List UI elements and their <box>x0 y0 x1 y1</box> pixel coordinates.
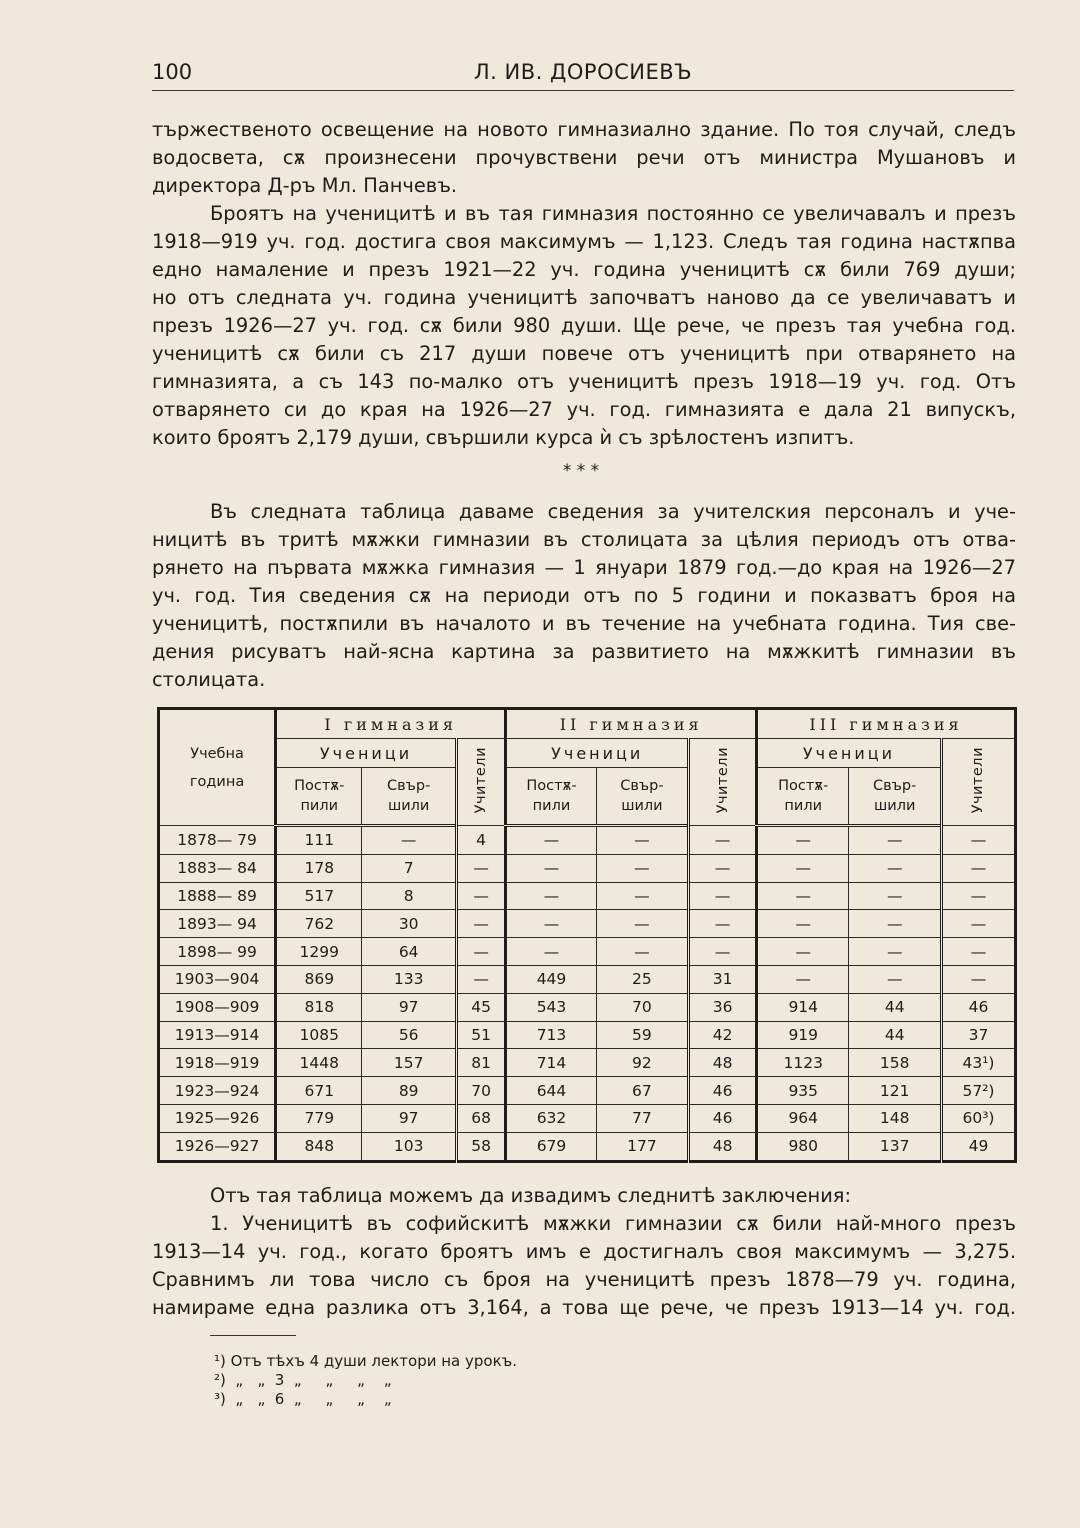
table-row <box>159 1104 1016 1132</box>
text-line: 1913—14 уч. год., когато броятъ имъ е достигналъ своя максимумъ — 3,275. <box>152 1240 1016 1263</box>
value-cell: — <box>849 910 941 938</box>
value-cell: 714 <box>506 1049 596 1077</box>
value-cell: 980 <box>757 1132 849 1161</box>
value-cell: 111 <box>276 826 362 855</box>
value-cell: — <box>941 938 1015 966</box>
table-row <box>159 826 1016 855</box>
table-row <box>159 993 1016 1021</box>
text-line: намираме една разлика отъ 3,164, а това ще рече, че презъ 1913—14 уч. год. <box>152 1296 1016 1319</box>
value-cell: — <box>941 854 1015 882</box>
value-cell: 4 <box>456 826 505 855</box>
value-cell: 177 <box>596 1132 688 1161</box>
table-row <box>159 1077 1016 1105</box>
paragraph-3 <box>152 498 1016 694</box>
value-cell: — <box>506 938 596 966</box>
text-line: дения рисуватъ най-ясна картина за развитието на мѫжкитѣ гимназии въ <box>152 640 1016 663</box>
text-line: водосвета, сѫ произнесени прочувствени речи отъ министра Мушановъ и <box>152 146 1016 169</box>
value-cell: 92 <box>596 1049 688 1077</box>
value-cell: 46 <box>941 993 1015 1021</box>
value-cell: — <box>757 910 849 938</box>
value-cell: 869 <box>276 965 362 993</box>
value-cell: — <box>689 938 757 966</box>
table-row <box>159 1021 1016 1049</box>
value-cell: 36 <box>689 993 757 1021</box>
value-cell: 60³) <box>941 1104 1015 1132</box>
text-line: но отъ следната уч. година ученицитѣ започватъ наново да се увеличаватъ и <box>152 286 1016 309</box>
value-cell: — <box>757 938 849 966</box>
gymnasium-statistics-table <box>157 707 1017 1163</box>
text-line: които броятъ 2,179 души, свършили курса ѝ съ зрѣлостенъ изпитъ. <box>152 426 855 449</box>
value-cell: 158 <box>849 1049 941 1077</box>
value-cell: 25 <box>596 965 688 993</box>
value-cell: 57²) <box>941 1077 1015 1105</box>
value-cell: — <box>506 826 596 855</box>
value-cell: 58 <box>456 1132 505 1161</box>
year-cell: 1923—924 <box>159 1077 276 1105</box>
value-cell: — <box>849 965 941 993</box>
value-cell: — <box>689 826 757 855</box>
year-cell: 1878— 79 <box>159 826 276 855</box>
value-cell: — <box>941 882 1015 910</box>
value-cell: — <box>941 826 1015 855</box>
value-cell: — <box>689 854 757 882</box>
value-cell: 44 <box>849 1021 941 1049</box>
teachers-header: Учители <box>456 739 505 826</box>
text-line: презъ 1926—27 уч. год. сѫ били 980 души. Ще рече, че презъ тая учебна год. <box>152 314 1016 337</box>
value-cell: 1299 <box>276 938 362 966</box>
value-cell: — <box>596 882 688 910</box>
value-cell: 77 <box>596 1104 688 1132</box>
value-cell: — <box>596 826 688 855</box>
table-row <box>159 938 1016 966</box>
value-cell: 43¹) <box>941 1049 1015 1077</box>
table-row <box>159 965 1016 993</box>
value-cell: 157 <box>362 1049 457 1077</box>
value-cell: — <box>596 854 688 882</box>
entered-header: Постѫ-пили <box>276 768 362 826</box>
students-header: Ученици <box>506 739 689 768</box>
value-cell: — <box>362 826 457 855</box>
text-line: ницитѣ въ тритѣ мѫжки гимназии въ столицата за цѣлия периодъ отъ отва- <box>152 528 1016 551</box>
teachers-header: Учители <box>689 739 757 826</box>
year-cell: 1883— 84 <box>159 854 276 882</box>
paragraph-1 <box>152 116 1016 200</box>
students-header: Ученици <box>276 739 457 768</box>
entered-header: Постѫ-пили <box>757 768 849 826</box>
value-cell: 64 <box>362 938 457 966</box>
completed-header: Свър-шили <box>596 768 688 826</box>
value-cell: 762 <box>276 910 362 938</box>
value-cell: 67 <box>596 1077 688 1105</box>
text-line: Отъ тая таблица можемъ да извадимъ следнитѣ заключения: <box>210 1184 852 1207</box>
value-cell: 51 <box>456 1021 505 1049</box>
value-cell: 449 <box>506 965 596 993</box>
value-cell: — <box>456 854 505 882</box>
value-cell: 46 <box>689 1104 757 1132</box>
value-cell: — <box>757 854 849 882</box>
value-cell: — <box>506 882 596 910</box>
value-cell: 46 <box>689 1077 757 1105</box>
completed-header: Свър-шили <box>362 768 457 826</box>
value-cell: 97 <box>362 993 457 1021</box>
value-cell: — <box>941 910 1015 938</box>
gymnasium-2-header: II гимназия <box>506 709 757 739</box>
value-cell: — <box>849 826 941 855</box>
footnote-divider <box>210 1335 296 1336</box>
value-cell: 148 <box>849 1104 941 1132</box>
value-cell: — <box>456 910 505 938</box>
value-cell: 30 <box>362 910 457 938</box>
section-separator: * * * <box>562 461 600 481</box>
table-row <box>159 910 1016 938</box>
value-cell: 178 <box>276 854 362 882</box>
value-cell: 48 <box>689 1132 757 1161</box>
year-cell: 1903—904 <box>159 965 276 993</box>
text-line: отварянето си до края на 1926—27 уч. год. гимназията е дала 21 випускъ, <box>152 398 1016 421</box>
value-cell: 44 <box>849 993 941 1021</box>
value-cell: — <box>456 882 505 910</box>
value-cell: 1123 <box>757 1049 849 1077</box>
value-cell: 8 <box>362 882 457 910</box>
footnote-1: ¹) Отъ тѣхъ 4 души лектори на урокъ. <box>214 1352 518 1370</box>
table-row <box>159 1049 1016 1077</box>
value-cell: 964 <box>757 1104 849 1132</box>
running-head: Л. ИВ. ДОРОСИЕВЪ <box>473 60 693 84</box>
value-cell: 713 <box>506 1021 596 1049</box>
text-line: едно намаление и презъ 1921—22 уч. година ученицитѣ сѫ били 769 души; <box>152 258 1016 281</box>
completed-header: Свър-шили <box>849 768 941 826</box>
value-cell: 45 <box>456 993 505 1021</box>
value-cell: 70 <box>596 993 688 1021</box>
value-cell: 121 <box>849 1077 941 1105</box>
value-cell: 848 <box>276 1132 362 1161</box>
value-cell: — <box>757 965 849 993</box>
year-cell: 1925—926 <box>159 1104 276 1132</box>
value-cell: 31 <box>689 965 757 993</box>
text-line: тържественото освещение на новото гимназиално здание. По тоя случай, следъ <box>152 118 1016 141</box>
value-cell: — <box>689 910 757 938</box>
text-line: директора Д-ръ Мл. Панчевъ. <box>152 174 458 197</box>
text-line: ученицитѣ, постѫпили въ началото и въ течение на учебната година. Тия све- <box>152 612 1016 635</box>
text-line: гимназията, а съ 143 по-малко отъ ученицитѣ презъ 1918—19 уч. год. Отъ <box>152 370 1016 393</box>
value-cell: 37 <box>941 1021 1015 1049</box>
text-line: рянето на първата мѫжка гимназия — 1 януари 1879 год.—до края на 1926—27 <box>152 556 1016 579</box>
footnote-3: ³) „ „ 6 „ „ „ „ <box>214 1390 392 1408</box>
text-line: столицата. <box>152 668 266 691</box>
entered-header: Постѫ-пили <box>506 768 596 826</box>
value-cell: — <box>456 938 505 966</box>
value-cell: 935 <box>757 1077 849 1105</box>
value-cell: 671 <box>276 1077 362 1105</box>
value-cell: 644 <box>506 1077 596 1105</box>
value-cell: 49 <box>941 1132 1015 1161</box>
teachers-header: Учители <box>941 739 1015 826</box>
page-number: 100 <box>152 60 193 84</box>
value-cell: 919 <box>757 1021 849 1049</box>
value-cell: 543 <box>506 993 596 1021</box>
value-cell: 137 <box>849 1132 941 1161</box>
value-cell: — <box>849 938 941 966</box>
value-cell: 779 <box>276 1104 362 1132</box>
value-cell: — <box>849 882 941 910</box>
value-cell: — <box>596 910 688 938</box>
page-header <box>152 60 1014 91</box>
students-header: Ученици <box>757 739 942 768</box>
value-cell: 70 <box>456 1077 505 1105</box>
value-cell: 914 <box>757 993 849 1021</box>
text-line: уч. год. Тия сведения сѫ на периоди отъ по 5 години и показватъ броя на <box>152 584 1016 607</box>
text-line: Въ следната таблица даваме сведения за учителския персоналъ и уче- <box>210 500 1016 523</box>
value-cell: 59 <box>596 1021 688 1049</box>
value-cell: — <box>849 854 941 882</box>
value-cell: 81 <box>456 1049 505 1077</box>
value-cell: 1085 <box>276 1021 362 1049</box>
value-cell: 632 <box>506 1104 596 1132</box>
text-line: Сравнимъ ли това число съ броя на ученицитѣ презъ 1878—79 уч. година, <box>152 1268 1016 1291</box>
gymnasium-1-header: I гимназия <box>276 709 506 739</box>
value-cell: 1448 <box>276 1049 362 1077</box>
year-header: Учебна година <box>159 709 276 826</box>
value-cell: — <box>689 882 757 910</box>
table-row <box>159 854 1016 882</box>
value-cell: 133 <box>362 965 457 993</box>
paragraph-2 <box>152 200 1016 452</box>
value-cell: — <box>941 965 1015 993</box>
value-cell: — <box>506 854 596 882</box>
value-cell: — <box>757 882 849 910</box>
value-cell: 103 <box>362 1132 457 1161</box>
paragraph-4 <box>152 1182 1016 1322</box>
value-cell: 679 <box>506 1132 596 1161</box>
value-cell: 68 <box>456 1104 505 1132</box>
year-cell: 1918—919 <box>159 1049 276 1077</box>
value-cell: 517 <box>276 882 362 910</box>
footnote-2: ²) „ „ 3 „ „ „ „ <box>214 1371 392 1389</box>
value-cell: 42 <box>689 1021 757 1049</box>
table-row <box>159 882 1016 910</box>
value-cell: — <box>456 965 505 993</box>
table-row <box>159 1132 1016 1161</box>
value-cell: 48 <box>689 1049 757 1077</box>
year-cell: 1888— 89 <box>159 882 276 910</box>
value-cell: 89 <box>362 1077 457 1105</box>
year-cell: 1913—914 <box>159 1021 276 1049</box>
year-cell: 1898— 99 <box>159 938 276 966</box>
text-line: ученицитѣ сѫ били съ 217 души повече отъ ученицитѣ при отварянето на <box>152 342 1016 365</box>
year-cell: 1893— 94 <box>159 910 276 938</box>
value-cell: — <box>506 910 596 938</box>
text-line: 1. Ученицитѣ въ софийскитѣ мѫжки гимназии сѫ били най-много презъ <box>210 1212 1016 1235</box>
value-cell: 97 <box>362 1104 457 1132</box>
text-line: 1918—919 уч. год. достига своя максимумъ — 1,123. Следъ тая година настѫпва <box>152 230 1016 253</box>
value-cell: — <box>596 938 688 966</box>
value-cell: 7 <box>362 854 457 882</box>
year-cell: 1926—927 <box>159 1132 276 1161</box>
gymnasium-3-header: III гимназия <box>757 709 1016 739</box>
value-cell: 818 <box>276 993 362 1021</box>
text-line: Броятъ на ученицитѣ и въ тая гимназия постоянно се увеличавалъ и презъ <box>210 202 1016 225</box>
year-cell: 1908—909 <box>159 993 276 1021</box>
value-cell: 56 <box>362 1021 457 1049</box>
value-cell: — <box>757 826 849 855</box>
